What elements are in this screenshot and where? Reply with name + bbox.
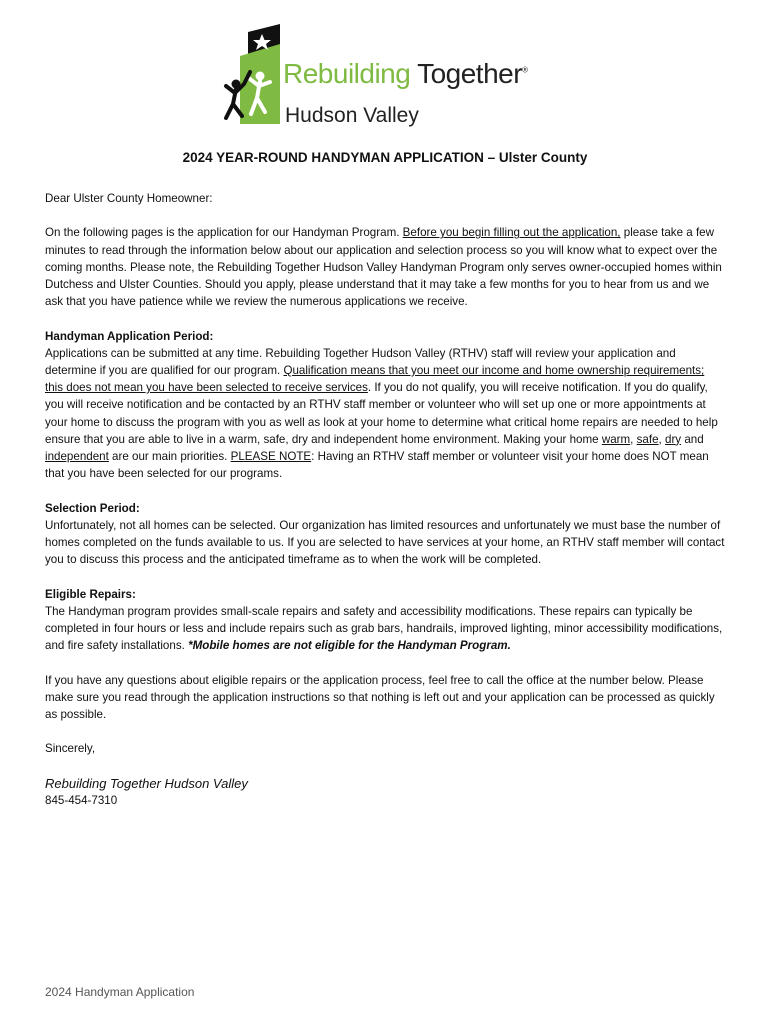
signature-block: [45, 775, 725, 809]
brand-name: Rebuilding Together®: [283, 58, 528, 89]
eligible-repairs-section: Eligible Repairs: The Handyman program provides small-scale repairs and safety and accessibility modifications. These repairs can typically be completed in four hours or less and include repairs such as grab bars, handrails, improved lighting, minor accessibility modifications, and fire safety installations. *Mobile homes are not eligible for the Handyman Program.: [45, 586, 725, 655]
greeting: Dear Ulster County Homeowner:: [45, 192, 213, 205]
signoff: Sincerely,: [45, 742, 96, 756]
page-title: 2024 YEAR-ROUND HANDYMAN APPLICATION – Ulster County: [182, 150, 588, 165]
brand-region: Hudson Valley: [285, 104, 419, 127]
letter-body: [45, 190, 725, 809]
application-period-section: Handyman Application Period: Applications can be submitted at any time. Rebuilding Together Hudson Valley (RTHV) staff will review your application and determine if you are qualified for our program. Qualification means that you meet our income and home ownership requirements; this does not mean you have been selected to receive services. If you do not qualify, you will receive notification. If you do qualify, you will receive notification and be contacted by an RTHV staff member or volunteer who will set up one or more appointments at your home to discuss the program with you as well as look at your home to determine what critical home repairs are needed to help ensure that you are able to live in a warm, safe, dry and independent home environment. Making your home warm, safe, dry and independent are our main priorities. PLEASE NOTE: Having an RTHV staff member or volunteer visit your home does NOT mean that you have been selected for our programs.: [45, 328, 725, 483]
mobile-home-notice: *Mobile homes are not eligible for the Handyman Program.: [188, 639, 511, 653]
house-figures-icon: [220, 24, 290, 136]
section-heading: Handyman Application Period:: [45, 329, 214, 343]
selection-period-section: Selection Period: Unfortunately, not all homes can be selected. Our organization has limited resources and unfortunately we must base the number of homes completed on the funds available to us. If you are selected to have services at your home, an RTHV staff member will contact you to discuss this process and the anticipated timeframe as to when the work will be completed.: [45, 501, 725, 567]
phone-number: 845-454-7310: [45, 794, 118, 807]
section-heading: Eligible Repairs:: [45, 587, 136, 601]
signature: Rebuilding Together Hudson Valley: [45, 775, 248, 791]
logo: [220, 24, 550, 136]
closing-paragraph: If you have any questions about eligible repairs or the application process, feel free to call the office at the number below. Please make sure you read through the application instructions so that nothing is left out and your application can be processed as quickly as possible.: [45, 673, 715, 722]
section-heading: Selection Period:: [45, 501, 140, 515]
page-footer: 2024 Handyman Application: [45, 985, 195, 999]
intro-paragraph: On the following pages is the application for our Handyman Program. Before you begin filling out the application, please take a few minutes to read through the information below about our application and selection process so you will know what to expect over the coming months. Please note, the Rebuilding Together Hudson Valley Handyman Program only serves owner-occupied homes within Dutchess and Ulster Counties. Should you apply, please understand that it may take a few months for you to hear from us and we ask that you have patience while we review the numerous applications we receive.: [45, 226, 722, 309]
